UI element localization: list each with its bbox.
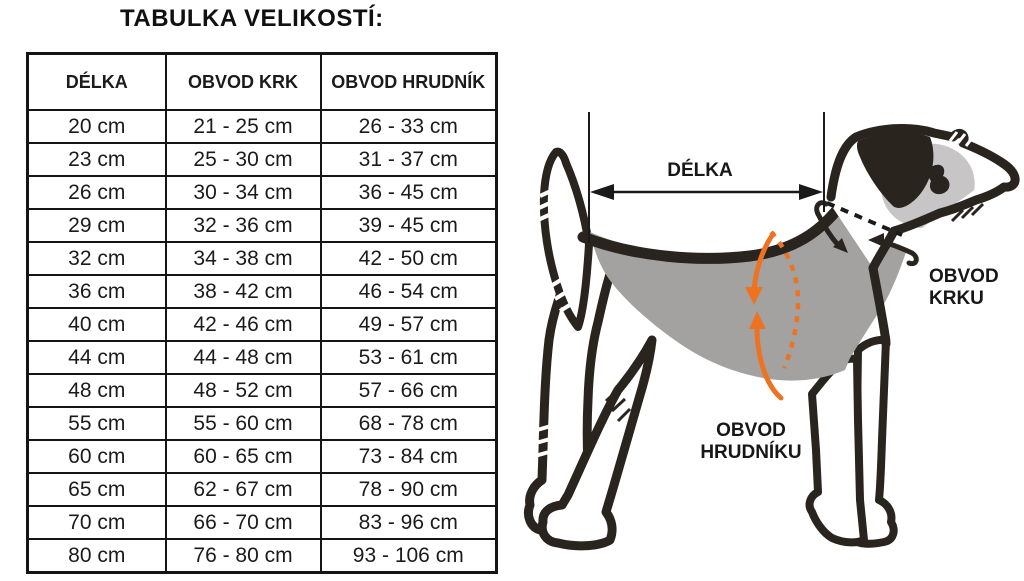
page-title: TABULKA VELIKOSTÍ: xyxy=(120,5,384,32)
table-cell: 25 - 30 cm xyxy=(166,143,321,176)
table-cell: 76 - 80 cm xyxy=(166,539,321,573)
table-cell: 55 - 60 cm xyxy=(166,407,321,440)
table-cell: 32 cm xyxy=(28,242,166,275)
neck-circumference-label: OBVOD KRKU xyxy=(929,266,999,309)
near-front-leg xyxy=(810,359,864,543)
length-arrowhead-right xyxy=(799,184,823,200)
table-cell: 21 - 25 cm xyxy=(166,110,321,143)
table-cell: 60 - 65 cm xyxy=(166,440,321,473)
table-cell: 60 cm xyxy=(28,440,166,473)
table-cell: 32 - 36 cm xyxy=(166,209,321,242)
table-cell: 70 cm xyxy=(28,506,166,539)
table-cell: 48 - 52 cm xyxy=(166,374,321,407)
table-cell: 53 - 61 cm xyxy=(321,341,497,374)
length-arrowhead-left xyxy=(590,184,614,200)
table-cell: 73 - 84 cm xyxy=(321,440,497,473)
chest-circumference-label: OBVOD HRUDNÍKU xyxy=(700,420,802,463)
table-cell: 78 - 90 cm xyxy=(321,473,497,506)
table-cell: 42 - 46 cm xyxy=(166,308,321,341)
table-cell: 57 - 66 cm xyxy=(321,374,497,407)
table-cell: 93 - 106 cm xyxy=(321,539,497,573)
table-cell: 55 cm xyxy=(28,407,166,440)
table-cell: 42 - 50 cm xyxy=(321,242,497,275)
table-cell: 49 - 57 cm xyxy=(321,308,497,341)
table-cell: 40 cm xyxy=(28,308,166,341)
table-cell: 20 cm xyxy=(28,110,166,143)
table-cell: 26 cm xyxy=(28,176,166,209)
column-header-chest: OBVOD HRUDNÍK xyxy=(321,54,497,111)
table-cell: 39 - 45 cm xyxy=(321,209,497,242)
table-cell: 29 cm xyxy=(28,209,166,242)
table-cell: 36 - 45 cm xyxy=(321,176,497,209)
table-cell: 83 - 96 cm xyxy=(321,506,497,539)
table-cell: 46 - 54 cm xyxy=(321,275,497,308)
table-cell: 65 cm xyxy=(28,473,166,506)
table-cell: 44 - 48 cm xyxy=(166,341,321,374)
table-cell: 62 - 67 cm xyxy=(166,473,321,506)
table-cell: 23 cm xyxy=(28,143,166,176)
table-cell: 80 cm xyxy=(28,539,166,573)
table-cell: 36 cm xyxy=(28,275,166,308)
table-cell: 48 cm xyxy=(28,374,166,407)
table-cell: 44 cm xyxy=(28,341,166,374)
table-cell: 31 - 37 cm xyxy=(321,143,497,176)
table-cell: 66 - 70 cm xyxy=(166,506,321,539)
length-label: DÉLKA xyxy=(667,160,733,181)
table-cell: 26 - 33 cm xyxy=(321,110,497,143)
table-cell: 68 - 78 cm xyxy=(321,407,497,440)
column-header-neck: OBVOD KRK xyxy=(166,54,321,111)
table-cell: 38 - 42 cm xyxy=(166,275,321,308)
table-cell: 30 - 34 cm xyxy=(166,176,321,209)
column-header-length: DÉLKA xyxy=(28,54,166,111)
table-cell: 34 - 38 cm xyxy=(166,242,321,275)
